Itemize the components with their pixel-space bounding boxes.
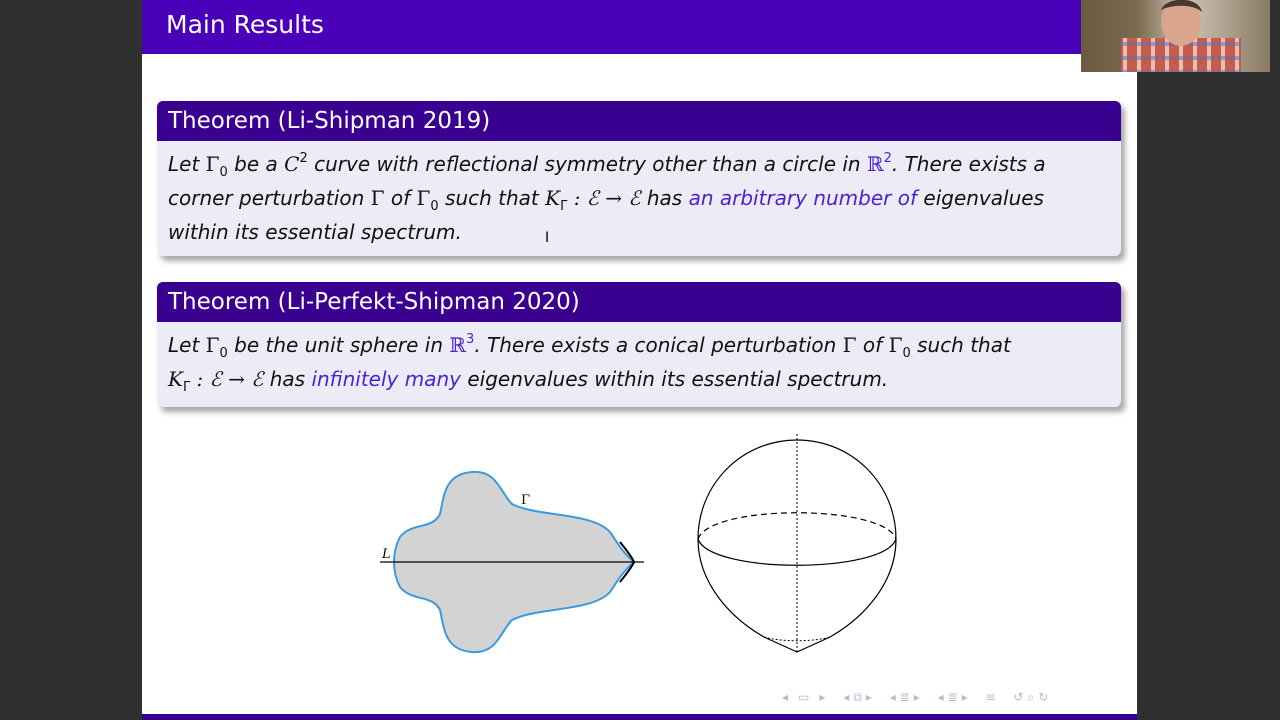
theorem-1-line-1: Let $\Gamma_0$ be a $C^2$ curve with reflectional symmetry other than a circle in ℝ$^2$. There exists a: [168, 151, 1046, 180]
theorem-1-body: [157, 141, 1121, 256]
theorem-1-line-2: corner perturbation Γ of $\Gamma_0$ such that $K_\Gamma$ : ℰ → ℰ has an arbitrary number of eigenvalues: [168, 186, 1044, 214]
label-gamma: Γ: [521, 493, 531, 508]
nav-right-icon[interactable]: ▸: [819, 690, 830, 704]
nav-left-icon[interactable]: ◂: [782, 690, 793, 704]
label-l: L: [382, 547, 391, 562]
theorem-2-body: [157, 322, 1121, 407]
real-numbers-symbol: ℝ: [449, 333, 467, 357]
align-icon[interactable]: ≡: [985, 690, 1000, 704]
frame-icon[interactable]: ▭: [798, 690, 814, 704]
corner-perturbation-figure: [372, 462, 662, 662]
theorem-1-title: Theorem (Li-Shipman 2019): [157, 101, 1121, 141]
section-icon[interactable]: ◂≣▸: [889, 690, 924, 704]
frame-title: Main Results: [166, 10, 324, 39]
theorem-1-highlight: an arbitrary number of: [688, 186, 918, 210]
subsection-icon[interactable]: ◂⧉▸: [843, 690, 876, 704]
webcam-video: [1081, 0, 1270, 72]
footer-bar: [142, 714, 1137, 720]
real-numbers-symbol: ℝ: [866, 152, 884, 176]
theorem-2-title: Theorem (Li-Perfekt-Shipman 2020): [157, 282, 1121, 322]
beamer-navigation: [782, 690, 1058, 705]
text-cursor-icon: I: [545, 230, 550, 246]
subsubsection-icon[interactable]: ◂≣▸: [937, 690, 972, 704]
theorem-2-highlight: infinitely many: [311, 367, 461, 391]
presenter-video: [1081, 0, 1270, 72]
slide: [142, 0, 1137, 720]
frame-title-bar: [142, 0, 1137, 54]
conical-perturbation-figure: [690, 432, 904, 662]
theorem-block-1: [157, 101, 1121, 256]
theorem-2-line-1: Let $\Gamma_0$ be the unit sphere in ℝ$^3$. There exists a conical perturbation Γ of $\Gamma_0$ such that: [168, 332, 1011, 361]
theorem-2-line-2: $K_\Gamma$ : ℰ → ℰ has infinitely many eigenvalues within its essential spectrum.: [168, 367, 889, 395]
theorem-block-2: [157, 282, 1121, 407]
theorem-1-line-3: within its essential spectrum.: [168, 220, 462, 244]
search-icon[interactable]: ↺⌕↻: [1013, 690, 1053, 704]
